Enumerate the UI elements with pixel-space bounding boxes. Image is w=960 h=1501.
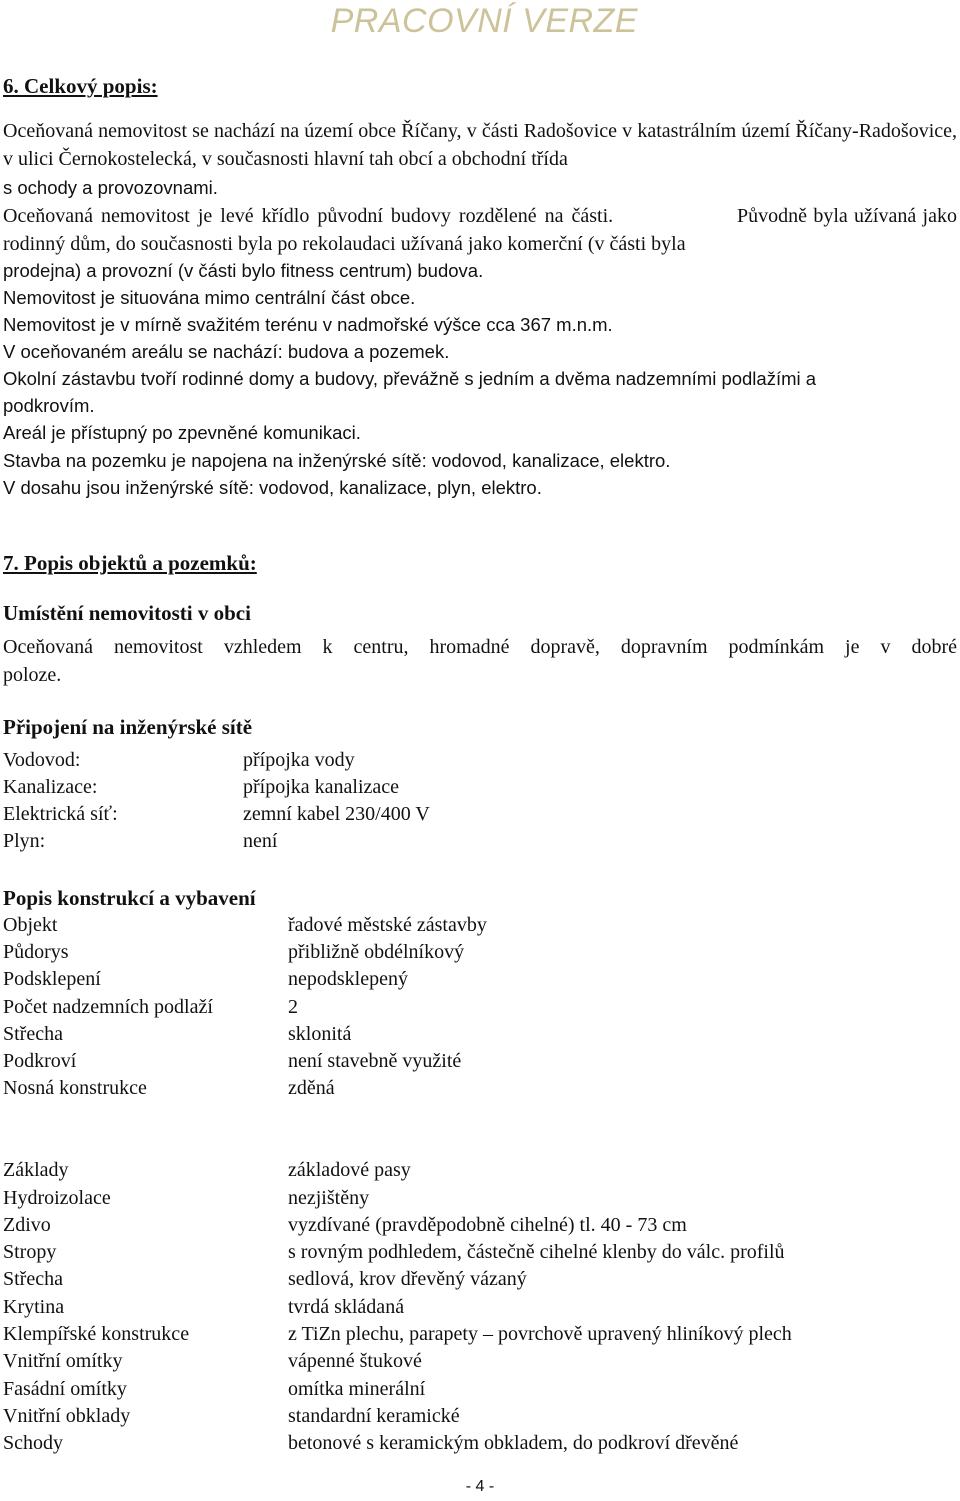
utility-label-water: Vodovod: (3, 749, 81, 771)
watermark-text: PRACOVNÍ VERZE (330, 2, 638, 40)
construction-label: Podsklepení (3, 968, 101, 990)
paragraph-2-text: Původně byla užívaná jako rodinný dům, do současnosti byla po rekolaudaci užívaná jako komerční (v části byla (3, 205, 957, 255)
section-6-paragraph-1 (3, 117, 957, 173)
construction-value: nepodsklepený (288, 968, 408, 990)
paragraph-2-last-line: prodejna) a provozní (v části bylo fitness centrum) budova. (3, 260, 484, 281)
construction-label: Objekt (3, 914, 58, 936)
utility-value-water: přípojka vody (243, 749, 355, 771)
utility-label-electric: Elektrická síť: (3, 803, 118, 825)
surroundings-line: Okolní zástavbu tvoří rodinné domy a budovy, převážně s jedním a dvěma nadzemními podlažími a (3, 368, 817, 389)
available-utilities-line: V dosahu jsou inženýrské sítě: vodovod, kanalizace, plyn, elektro. (3, 477, 542, 498)
detail-label: Hydroizolace (3, 1187, 111, 1209)
detail-value: s rovným podhledem, částečně cihelné klenby do válc. profilů (288, 1241, 785, 1263)
paragraph-2-first-sentence: Oceňovaná nemovitost je levé křídlo původní budovy rozdělené na části. (3, 205, 614, 227)
detail-value: vápenné štukové (288, 1350, 422, 1372)
utility-value-sewer: přípojka kanalizace (243, 776, 400, 798)
detail-value: betonové s keramickým obkladem, do podkroví dřevěné (288, 1432, 739, 1454)
utility-value-electric: zemní kabel 230/400 V (243, 803, 430, 825)
construction-label: Nosná konstrukce (3, 1077, 147, 1099)
detail-value: základové pasy (288, 1159, 411, 1181)
terrain-line: Nemovitost je v mírně svažitém terénu v nadmořské výšce cca 367 m.n.m. (3, 314, 613, 335)
detail-value: standardní keramické (288, 1405, 460, 1427)
construction-label: Počet nadzemních podlaží (3, 996, 213, 1018)
construction-value: není stavebně využité (288, 1050, 462, 1072)
detail-label: Fasádní omítky (3, 1378, 127, 1400)
detail-value: vyzdívané (pravděpodobně cihelné) tl. 40 - 73 cm (288, 1214, 687, 1236)
construction-value: zděná (288, 1077, 335, 1099)
utilities-title: Připojení na inženýrské sítě (3, 715, 253, 739)
detail-label: Zdivo (3, 1214, 51, 1236)
detail-label: Schody (3, 1432, 63, 1454)
detail-label: Vnitřní obklady (3, 1405, 131, 1427)
detail-value: tvrdá skládaná (288, 1296, 405, 1318)
connected-utilities-line: Stavba na pozemku je napojena na inženýrské sítě: vodovod, kanalizace, elektro. (3, 450, 671, 471)
detail-value: omítka minerální (288, 1378, 426, 1400)
utility-label-sewer: Kanalizace: (3, 776, 98, 798)
location-center-line: Nemovitost je situována mimo centrální část obce. (3, 287, 416, 308)
construction-value: přibližně obdélníkový (288, 941, 465, 963)
paragraph-1-last-line: s ochody a provozovnami. (3, 177, 218, 198)
section-7-heading: 7. Popis objektů a pozemků: (3, 551, 257, 575)
area-contents-line: V oceňovaném areálu se nachází: budova a pozemek. (3, 341, 450, 362)
detail-label: Vnitřní omítky (3, 1350, 123, 1372)
page-number: - 4 - (465, 1478, 495, 1495)
detail-label: Základy (3, 1159, 69, 1181)
detail-value: z TiZn plechu, parapety – povrchově upravený hliníkový plech (288, 1323, 792, 1345)
construction-title: Popis konstrukcí a vybavení (3, 886, 256, 910)
detail-value: nezjištěny (288, 1187, 370, 1209)
detail-label: Stropy (3, 1241, 57, 1263)
construction-value: 2 (288, 996, 298, 1018)
detail-label: Klempířské konstrukce (3, 1323, 190, 1345)
detail-label: Střecha (3, 1268, 63, 1290)
detail-label: Krytina (3, 1296, 65, 1318)
construction-value: řadové městské zástavby (288, 914, 487, 936)
construction-label: Střecha (3, 1023, 63, 1045)
construction-label: Půdorys (3, 941, 69, 963)
utility-label-gas: Plyn: (3, 830, 46, 852)
detail-value: sedlová, krov dřevěný vázaný (288, 1268, 527, 1290)
section-6-paragraph-2 (3, 202, 957, 258)
surroundings-line-2: podkrovím. (3, 395, 95, 416)
section-6-heading: 6. Celkový popis: (3, 74, 158, 98)
utility-value-gas: není (243, 830, 278, 852)
access-line: Areál je přístupný po zpevněné komunikaci. (3, 422, 361, 443)
construction-value: sklonitá (288, 1023, 352, 1045)
location-title: Umístění nemovitosti v obci (3, 601, 251, 625)
construction-label: Podkroví (3, 1050, 77, 1072)
paragraph-1-text: Oceňovaná nemovitost se nachází na území obce Říčany, v části Radošovice v katastrálním území Říčany-Radošovice, v ulici Černokostelecká, v současnosti hlavní tah obcí a obchodní třída (3, 120, 957, 170)
location-text: Oceňovaná nemovitost vzhledem k centru, hromadné dopravě, dopravním podmínkám je v dobré (3, 636, 957, 658)
location-text-2: poloze. (3, 664, 62, 686)
